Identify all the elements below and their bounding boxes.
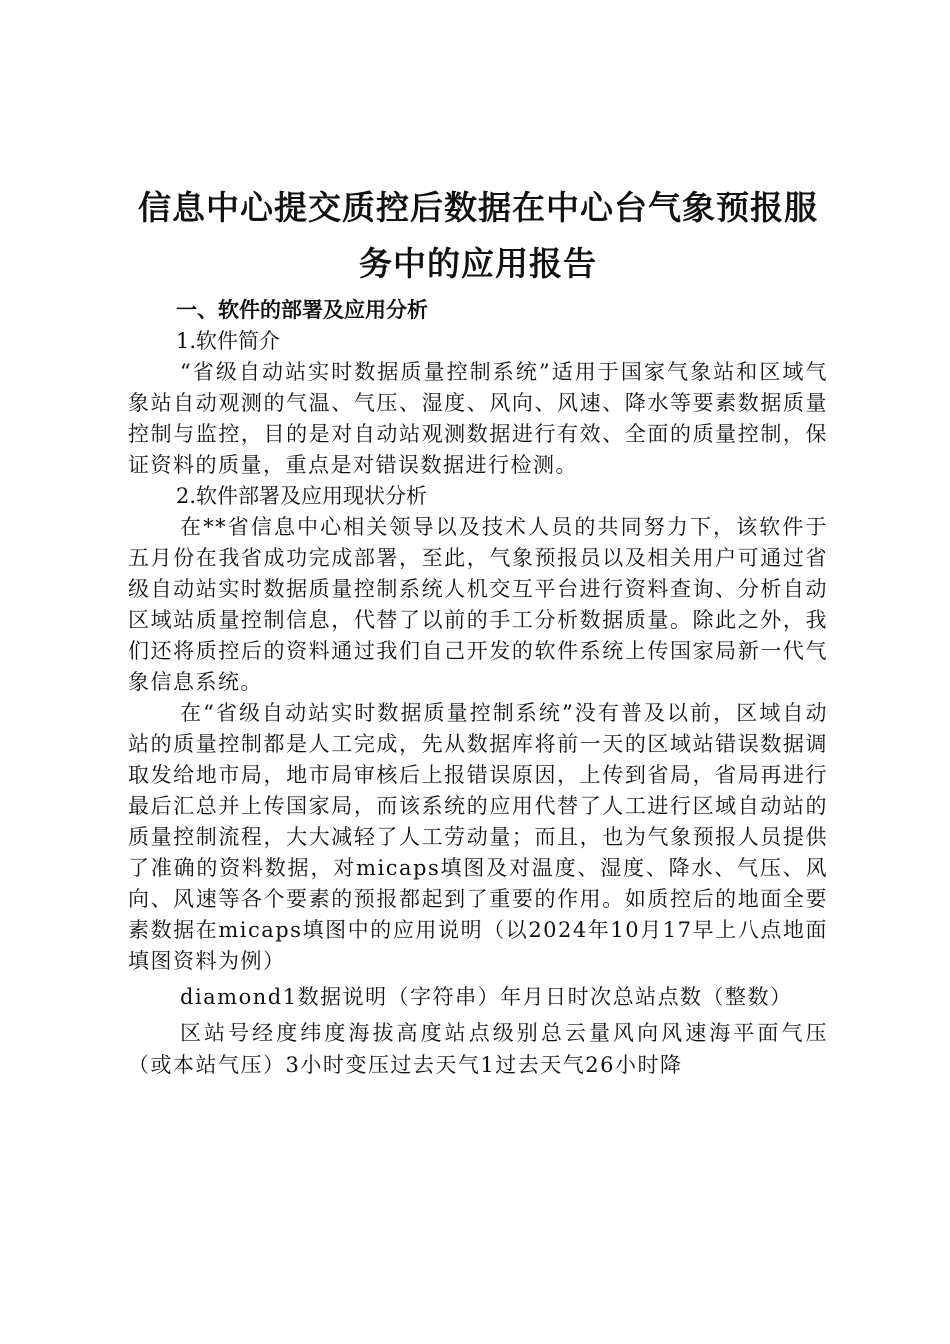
- paragraph-field-list: 区站号经度纬度海拔高度站点级别总云量风向风速海平面气压（或本站气压）3小时变压过去天气1过去天气26小时降: [128, 1021, 828, 1077]
- document-page: [128, 180, 828, 1081]
- paragraph-deployment-1: 在**省信息中心相关领导以及技术人员的共同努力下，该软件于五月份在我省成功完成部署，至此，气象预报员以及相关用户可通过省级自动站实时数据质量控制系统人机交互平台进行资料查询、分析自动区域站质量控制信息，代替了以前的手工分析数据质量。除此之外，我们还将质控后的资料通过我们自己开发的软件系统上传国家局新一代气象信息系统。: [128, 515, 828, 694]
- subheading-deployment-status: 2.软件部署及应用现状分析: [176, 484, 428, 508]
- subheading-software-intro: 1.软件简介: [176, 329, 281, 353]
- document-title: 信息中心提交质控后数据在中心台气象预报服务中的应用报告: [138, 188, 818, 283]
- paragraph-diamond-format: diamond1数据说明（字符串）年月日时次总站点数（整数）: [180, 985, 793, 1009]
- paragraph-deployment-2: 在“省级自动站实时数据质量控制系统”没有普及以前，区域自动站的质量控制都是人工完成，先从数据库将前一天的区域站错误数据调取发给地市局，地市局审核后上报错误原因，上传到省局，省局再进行最后汇总并上传国家局，而该系统的应用代替了人工进行区域自动站的质量控制流程，大大减轻了人工劳动量；而且，也为气象预报人员提供了准确的资料数据，对micaps填图及对温度、湿度、降水、气压、风向、风速等各个要素的预报都起到了重要的作用。如质控后的地面全要素数据在micaps填图中的应用说明（以2024年10月17早上八点地面填图资料为例）: [128, 701, 828, 973]
- paragraph-software-intro: “省级自动站实时数据质量控制系统”适用于国家气象站和区域气象站自动观测的气温、气压、湿度、风向、风速、降水等要素数据质量控制与监控，目的是对自动站观测数据进行有效、全面的质量控制，保证资料的质量，重点是对错误数据进行检测。: [128, 360, 828, 477]
- section-heading-deployment: 一、软件的部署及应用分析: [176, 298, 428, 322]
